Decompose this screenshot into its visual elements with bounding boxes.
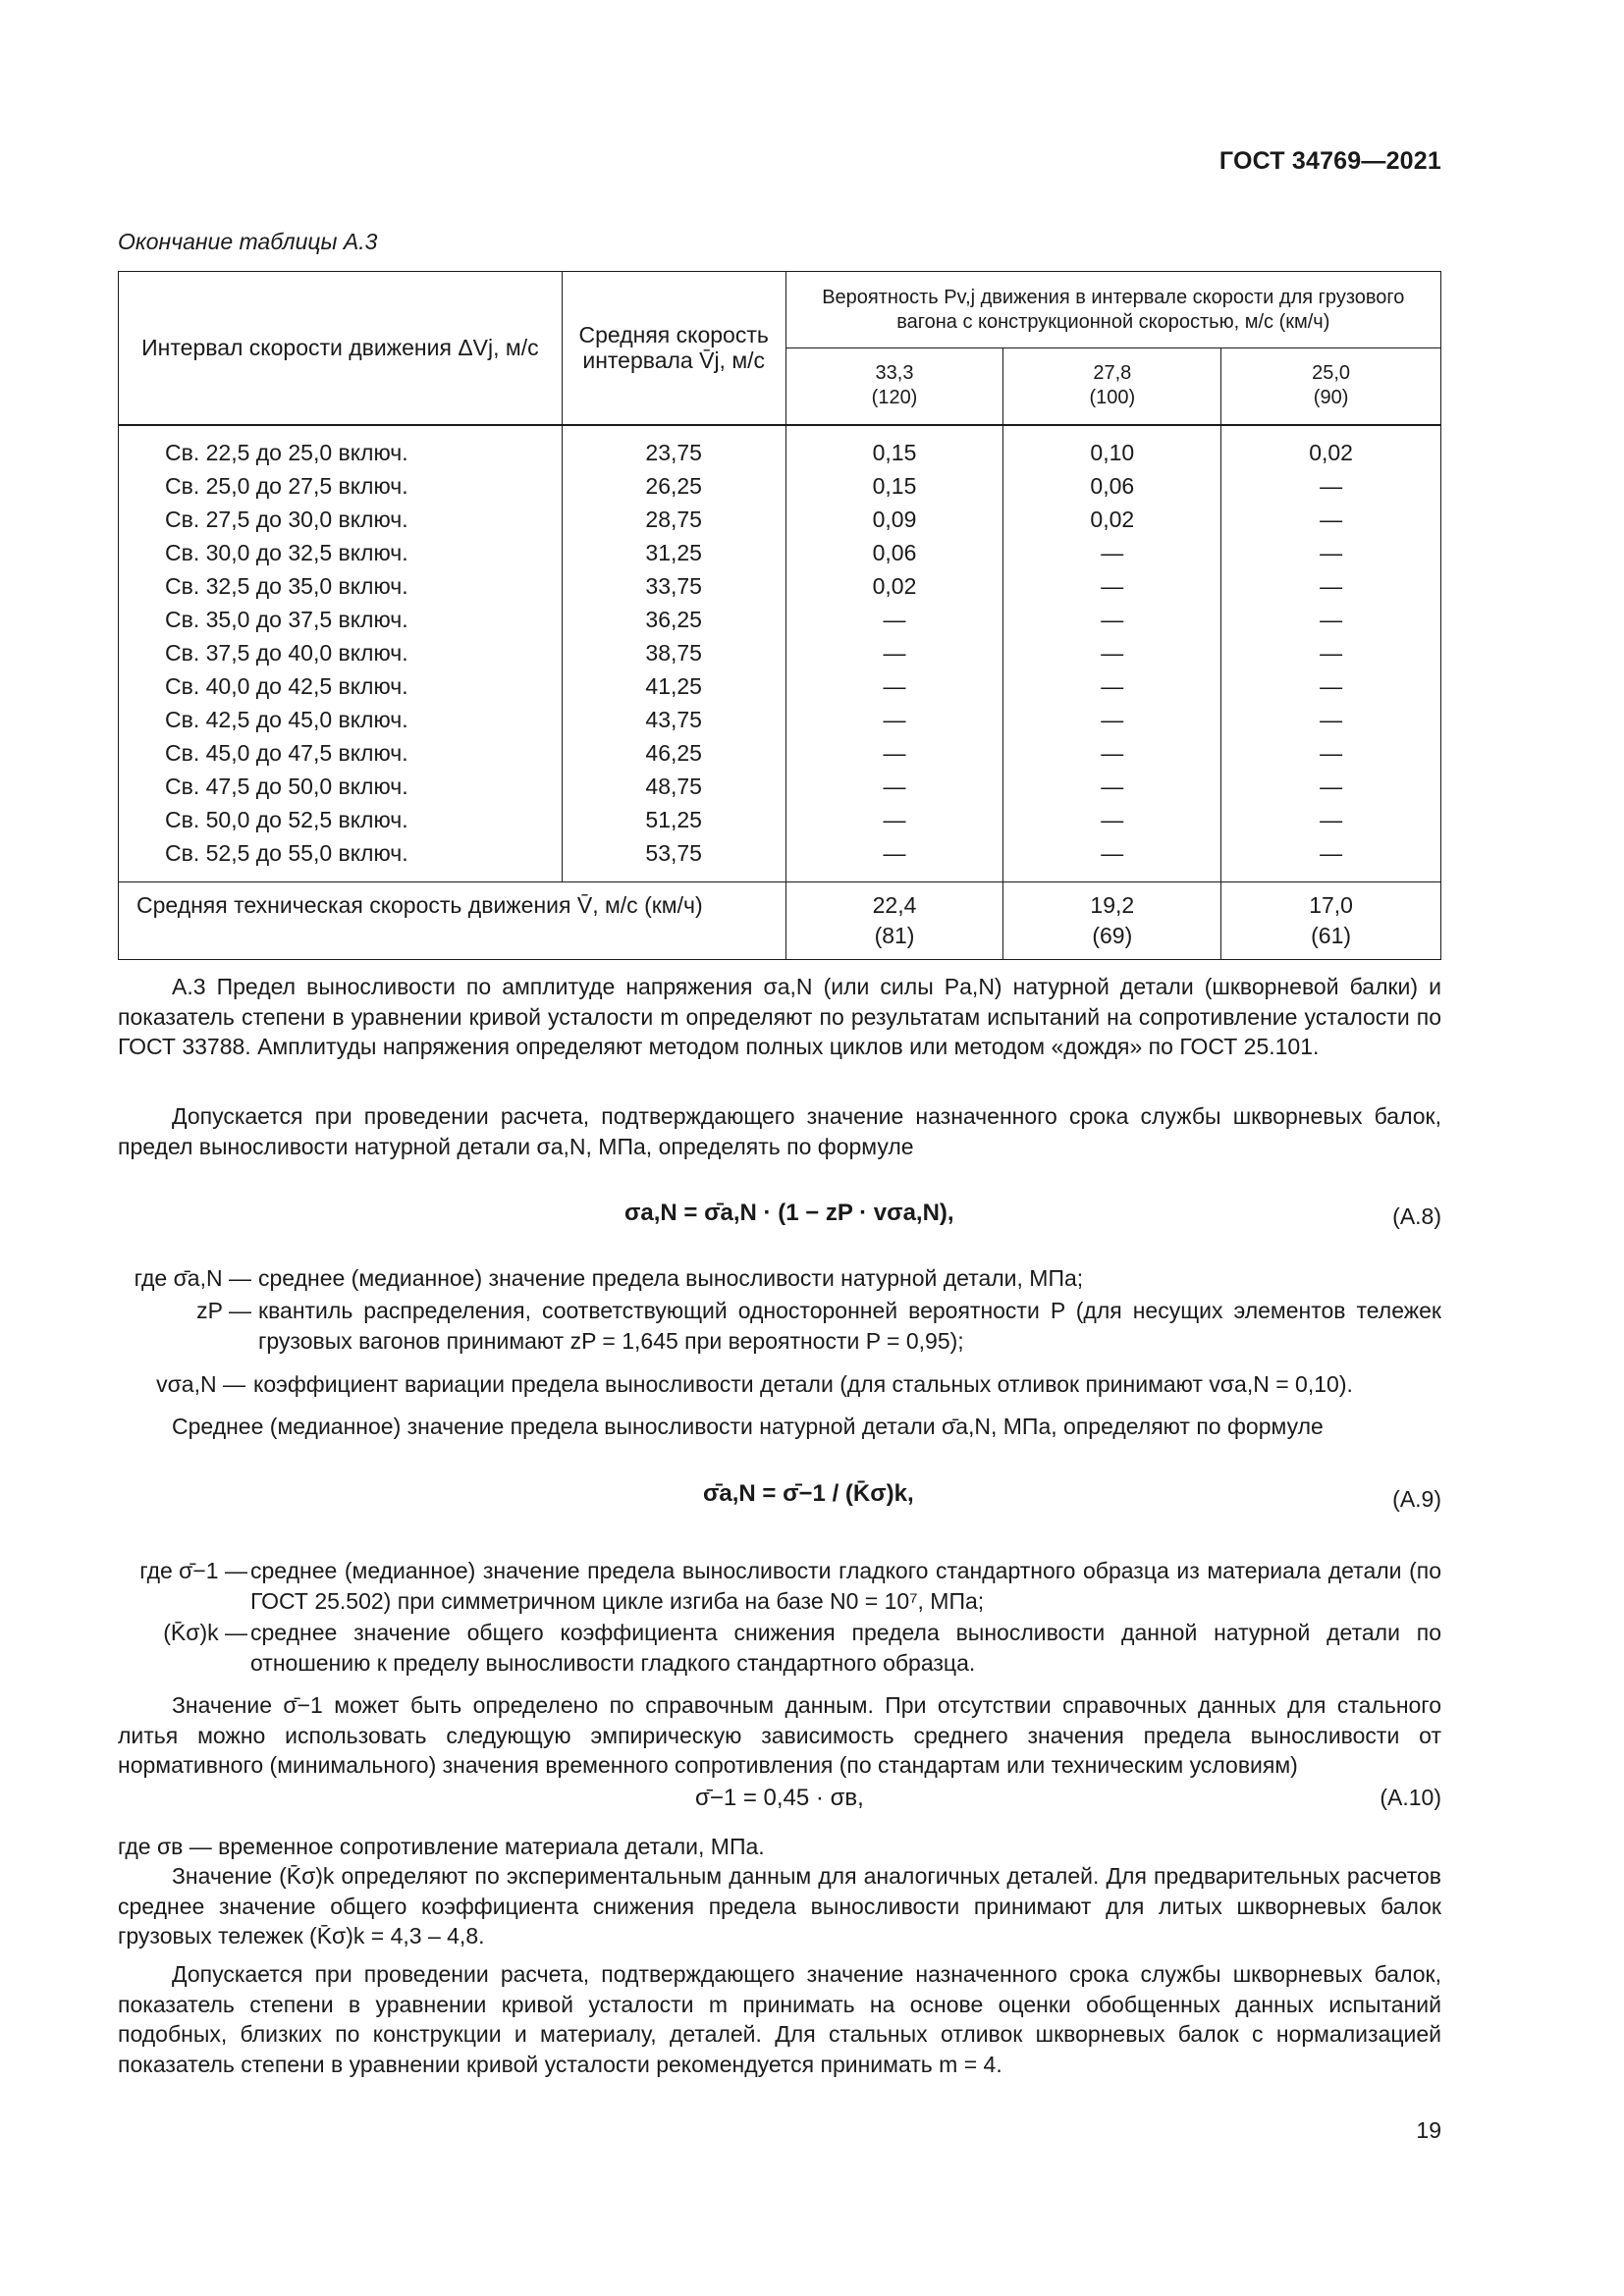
table-cell-p2: 0,10 <box>1090 439 1135 465</box>
average-column <box>562 425 785 882</box>
table-cell-avg: 36,25 <box>645 606 702 632</box>
table-cell-p2: — <box>1101 839 1124 866</box>
footer-value: 17,0 (61) <box>1221 881 1441 959</box>
where-symbol: где σ̄a,N — <box>134 1265 251 1291</box>
table-cell-p3: — <box>1320 672 1343 699</box>
col-average-header: Средняя скорость интервала V̄j, м/с <box>562 272 785 425</box>
formula-a8: σa,N = σ̄a,N · (1 − zP · vσa,N), <box>624 1200 954 1226</box>
table-cell-interval: Св. 40,0 до 42,5 включ. <box>165 672 408 699</box>
probability-column <box>1003 425 1221 882</box>
table-cell-p2: — <box>1101 806 1124 832</box>
table-cell-p1: — <box>883 739 906 766</box>
table-cell-p2: — <box>1101 706 1124 732</box>
table-cell-p1: — <box>883 706 906 732</box>
table-cell-avg: 43,75 <box>645 706 702 732</box>
table-cell-interval: Св. 27,5 до 30,0 включ. <box>165 506 408 532</box>
table-cell-p1: 0,02 <box>872 572 917 599</box>
table-cell-avg: 31,25 <box>645 539 702 565</box>
table-cell-interval: Св. 47,5 до 50,0 включ. <box>165 773 408 799</box>
where-symbol: vσa,N — <box>156 1371 245 1397</box>
table-cell-p3: — <box>1320 739 1343 766</box>
table-cell-p2: 0,02 <box>1090 506 1135 532</box>
table-cell-p1: — <box>883 639 906 666</box>
table-cell-avg: 23,75 <box>645 439 702 465</box>
table-cell-interval: Св. 42,5 до 45,0 включ. <box>165 706 408 732</box>
table-cell-p2: — <box>1101 539 1124 565</box>
table-cell-p1: — <box>883 839 906 866</box>
table-cell-interval: Св. 45,0 до 47,5 включ. <box>165 739 408 766</box>
table-cell-p1: — <box>883 606 906 632</box>
footer-value: 22,4 (81) <box>785 881 1003 959</box>
table-cell-interval: Св. 52,5 до 55,0 включ. <box>165 839 408 866</box>
paragraph-sigma-value: Значение σ̄−1 может быть определено по справочным данным. При отсутствии справочных данных для стального литья можно использовать следующую эмпирическую зависимость среднего значения предела выносливости от нормативного (минимального) значения временного сопротивления (по стандартам или техническим условиям) <box>118 1692 1441 1778</box>
footer-value: 19,2 (69) <box>1003 881 1221 959</box>
table-cell-p3: — <box>1320 706 1343 732</box>
speed-col-header: 25,0 (90) <box>1221 348 1441 425</box>
table-caption: Окончание таблицы А.3 <box>118 229 378 254</box>
speed-col-header: 33,3 (120) <box>785 348 1003 425</box>
table-cell-p3: — <box>1320 639 1343 666</box>
paragraph-a3: А.3 Предел выносливости по амплитуде напряжения σa,N (или силы Pa,N) натурной детали (шкворневой балки) и показатель степени в уравнении кривой усталости m определяют по результатам испытаний на сопротивление усталости по ГОСТ 33788. Амплитуды напряжения определяют методом полных циклов или методом «дождя» по ГОСТ 25.101. <box>118 974 1441 1059</box>
table-cell-interval: Св. 32,5 до 35,0 включ. <box>165 572 408 599</box>
speed-probability-table <box>118 271 1441 960</box>
probability-group-header: Вероятность Pv,j движения в интервале скорости для грузового вагона с конструкционной скоростью, м/с (км/ч) <box>785 272 1440 348</box>
speed-col-header: 27,8 (100) <box>1003 348 1221 425</box>
probability-column <box>1221 425 1441 882</box>
paragraph-allow-1: Допускается при проведении расчета, подтверждающего значение назначенного срока службы шкворневых балок, предел выносливости натурной детали σa,N, МПа, определять по формуле <box>118 1103 1441 1159</box>
table-cell-avg: 33,75 <box>645 572 702 599</box>
paragraph-median: Среднее (медианное) значение предела выносливости натурной детали σ̄a,N, МПа, определяют по формуле <box>172 1414 1324 1439</box>
table-cell-p1: 0,15 <box>872 439 917 465</box>
where-symbol: (K̄σ)k — <box>163 1620 247 1645</box>
where-list-2 <box>0 1556 1441 1674</box>
table-cell-interval: Св. 35,0 до 37,5 включ. <box>165 606 408 632</box>
where-symbol: где σ̄−1 — <box>139 1558 247 1583</box>
where-description: среднее (медианное) значение предела выносливости натурной детали, МПа; <box>258 1265 1084 1291</box>
table-cell-p1: — <box>883 773 906 799</box>
where-description: среднее (медианное) значение предела выносливости гладкого стандартного образца из материала детали (по ГОСТ 25.502) при симметричном цикле изгиба на базе N0 = 10⁷, МПа; <box>250 1558 1441 1614</box>
table-cell-p3: — <box>1320 539 1343 565</box>
table-cell-p1: — <box>883 672 906 699</box>
equation-number: (А.8) <box>1392 1203 1441 1229</box>
table-cell-p3: — <box>1320 572 1343 599</box>
where-line-3: где σв — временное сопротивление материала детали, МПа. <box>118 1834 765 1859</box>
table-cell-interval: Св. 50,0 до 52,5 включ. <box>165 806 408 832</box>
where-description: среднее значение общего коэффициента снижения предела выносливости данной натурной детали по отношению к пределу выносливости гладкого стандартного образца. <box>250 1620 1441 1676</box>
where-description: квантиль распределения, соответствующий односторонней вероятности P (для несущих элементов тележек грузовых вагонов принимают zP = 1,645 при вероятности P = 0,95); <box>258 1298 1441 1354</box>
table-cell-interval: Св. 25,0 до 27,5 включ. <box>165 472 408 499</box>
paragraph-k-value: Значение (K̄σ)k определяют по экспериментальным данным для аналогичных деталей. Для предварительных расчетов среднее значение общего коэффициента снижения предела выносливости принимают для литых шкворневых балок грузовых тележек (K̄σ)k = 4,3 – 4,8. <box>118 1863 1441 1949</box>
table-cell-p3: — <box>1320 839 1343 866</box>
formula-a9: σ̄a,N = σ̄−1 / (K̄σ)k, <box>703 1480 914 1507</box>
table-cell-p3: — <box>1320 506 1343 532</box>
table-cell-interval: Св. 37,5 до 40,0 включ. <box>165 639 408 666</box>
formula-a10: σ̄−1 = 0,45 · σв, <box>695 1785 864 1811</box>
table-cell-p1: 0,09 <box>872 506 917 532</box>
table-cell-p2: — <box>1101 572 1124 599</box>
table-cell-avg: 51,25 <box>645 806 702 832</box>
probability-column <box>785 425 1003 882</box>
paragraph-allow-2: Допускается при проведении расчета, подтверждающего значение назначенного срока службы шкворневых балок, показатель степени в уравнении кривой усталости m принимать на основе оценки обобщенных данных испытаний подобных, близких по конструкции и материалу, деталей. Для стальных отливок шкворневых балок с нормализацией показатель степени в уравнении кривой усталости рекомендуется принимать m = 4. <box>118 1961 1441 2077</box>
table-cell-p2: — <box>1101 773 1124 799</box>
table-cell-p1: 0,15 <box>872 472 917 499</box>
where-symbol: zP — <box>196 1298 251 1323</box>
page-number: 19 <box>1416 2117 1441 2143</box>
table-cell-p3: — <box>1320 606 1343 632</box>
table-cell-interval: Св. 30,0 до 32,5 включ. <box>165 539 408 565</box>
table-cell-avg: 46,25 <box>645 739 702 766</box>
table-cell-p3: 0,02 <box>1309 439 1353 465</box>
table-cell-p3: — <box>1320 806 1343 832</box>
table-cell-p1: 0,06 <box>872 539 917 565</box>
table-cell-p2: 0,06 <box>1090 472 1135 499</box>
table-cell-p2: — <box>1101 739 1124 766</box>
table-cell-p3: — <box>1320 773 1343 799</box>
interval-column <box>119 425 563 882</box>
table-cell-p2: — <box>1101 672 1124 699</box>
table-cell-interval: Св. 22,5 до 25,0 включ. <box>165 439 408 465</box>
table-cell-avg: 38,75 <box>645 639 702 666</box>
table-cell-p3: — <box>1320 472 1343 499</box>
footer-label: Средняя техническая скорость движения V̄, м/с (км/ч) <box>119 881 786 959</box>
table-cell-avg: 41,25 <box>645 672 702 699</box>
table-cell-avg: 53,75 <box>645 839 702 866</box>
equation-number: (А.9) <box>1392 1486 1441 1512</box>
equation-number: (А.10) <box>1380 1785 1441 1810</box>
table-cell-p2: — <box>1101 606 1124 632</box>
col-interval-header: Интервал скорости движения ΔVj, м/с <box>119 272 563 425</box>
standard-header: ГОСТ 34769—2021 <box>1218 147 1441 175</box>
table-cell-avg: 26,25 <box>645 472 702 499</box>
where-description: коэффициент вариации предела выносливости детали (для стальных отливок принимают vσa,N = 0,10). <box>253 1371 1353 1397</box>
where-list-1 <box>0 1263 1441 1401</box>
table-cell-avg: 48,75 <box>645 773 702 799</box>
table-cell-p1: — <box>883 806 906 832</box>
table-cell-p2: — <box>1101 639 1124 666</box>
table-cell-avg: 28,75 <box>645 506 702 532</box>
